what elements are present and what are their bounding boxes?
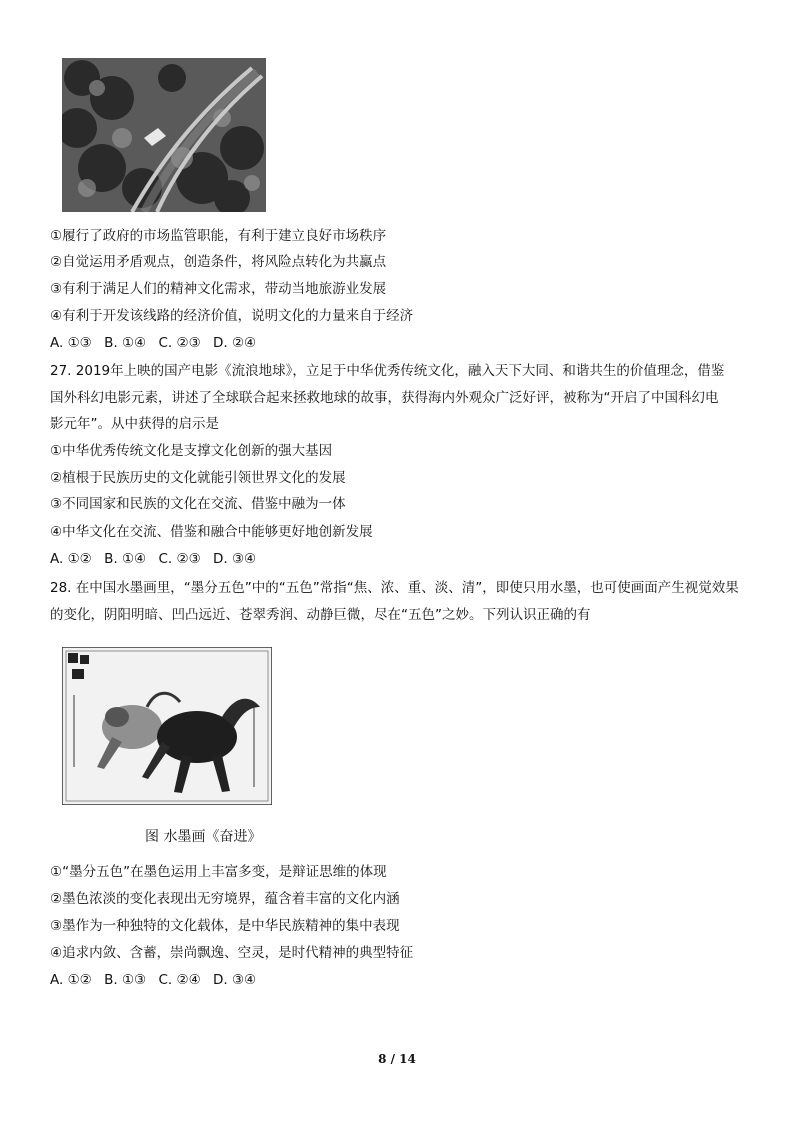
railway-forest-photo: [62, 58, 266, 212]
q28-statement-3: ③墨作为一种独特的文化载体，是中华民族精神的集中表现: [50, 918, 400, 934]
q26-statement-4: ④有利于开发该线路的经济价值，说明文化的力量来自于经济: [50, 308, 414, 324]
q28-stem-line-1: 28. 在中国水墨画里，“墨分五色”中的“五色”常指“焦、浓、重、淡、清”，即使只用水墨，也可使画面产生视觉效果: [50, 580, 739, 596]
q28-stem-line-2: 的变化，阴阳明暗、凹凸远近、苍翠秀润、动静巨微，尽在“五色”之妙。下列认识正确的有: [50, 607, 591, 623]
page-number: 8 / 14: [378, 1052, 416, 1066]
q28-statement-1: ①“墨分五色”在墨色运用上丰富多变，是辩证思维的体现: [50, 864, 387, 880]
q27-option-c: C. ②③: [158, 551, 201, 567]
q28-option-a: A. ①②: [50, 972, 92, 988]
figure-caption: 图 水墨画《奋进》: [145, 829, 262, 845]
q26-statement-2: ②自觉运用矛盾观点，创造条件，将风险点转化为共赢点: [50, 254, 387, 270]
q27-option-b: B. ①④: [104, 551, 147, 567]
q27-statement-4: ④中华文化在交流、借鉴和融合中能够更好地创新发展: [50, 524, 373, 540]
q26-options: [50, 333, 750, 353]
ink-painting-horses: [62, 647, 272, 805]
q28-option-d: D. ③④: [212, 972, 257, 988]
q27-option-d: D. ③④: [212, 551, 257, 567]
q27-statement-2: ②植根于民族历史的文化就能引领世界文化的发展: [50, 470, 346, 486]
q28-option-c: C. ②④: [158, 972, 201, 988]
q27-stem-line-1: 27. 2019年上映的国产电影《流浪地球》，立足于中华优秀传统文化，融入天下大同、和谐共生的价值理念，借鉴: [50, 363, 725, 379]
q26-option-b: B. ①④: [104, 335, 147, 351]
q26-option-c: C. ②③: [158, 335, 201, 351]
q26-option-a: A. ①③: [50, 335, 92, 351]
q27-statement-1: ①中华优秀传统文化是支撑文化创新的强大基因: [50, 443, 333, 459]
q28-options: [50, 970, 750, 990]
q27-stem-line-2: 国外科幻电影元素，讲述了全球联合起来拯救地球的故事，获得海内外观众广泛好评，被称为“开启了中国科幻电: [50, 390, 719, 406]
q28-option-b: B. ①③: [104, 972, 147, 988]
q27-statement-3: ③不同国家和民族的文化在交流、借鉴中融为一体: [50, 496, 346, 512]
q27-stem-line-3: 影元年”。从中获得的启示是: [50, 416, 219, 432]
q26-statement-3: ③有利于满足人们的精神文化需求，带动当地旅游业发展: [50, 281, 387, 297]
q28-statement-2: ②墨色浓淡的变化表现出无穷境界，蕴含着丰富的文化内涵: [50, 891, 400, 907]
q26-statement-1: ①履行了政府的市场监管职能，有利于建立良好市场秩序: [50, 228, 387, 244]
q27-option-a: A. ①②: [50, 551, 92, 567]
q28-statement-4: ④追求内敛、含蓄，崇尚飘逸、空灵，是时代精神的典型特征: [50, 945, 414, 961]
q27-options: [50, 549, 750, 569]
q26-option-d: D. ②④: [212, 335, 257, 351]
